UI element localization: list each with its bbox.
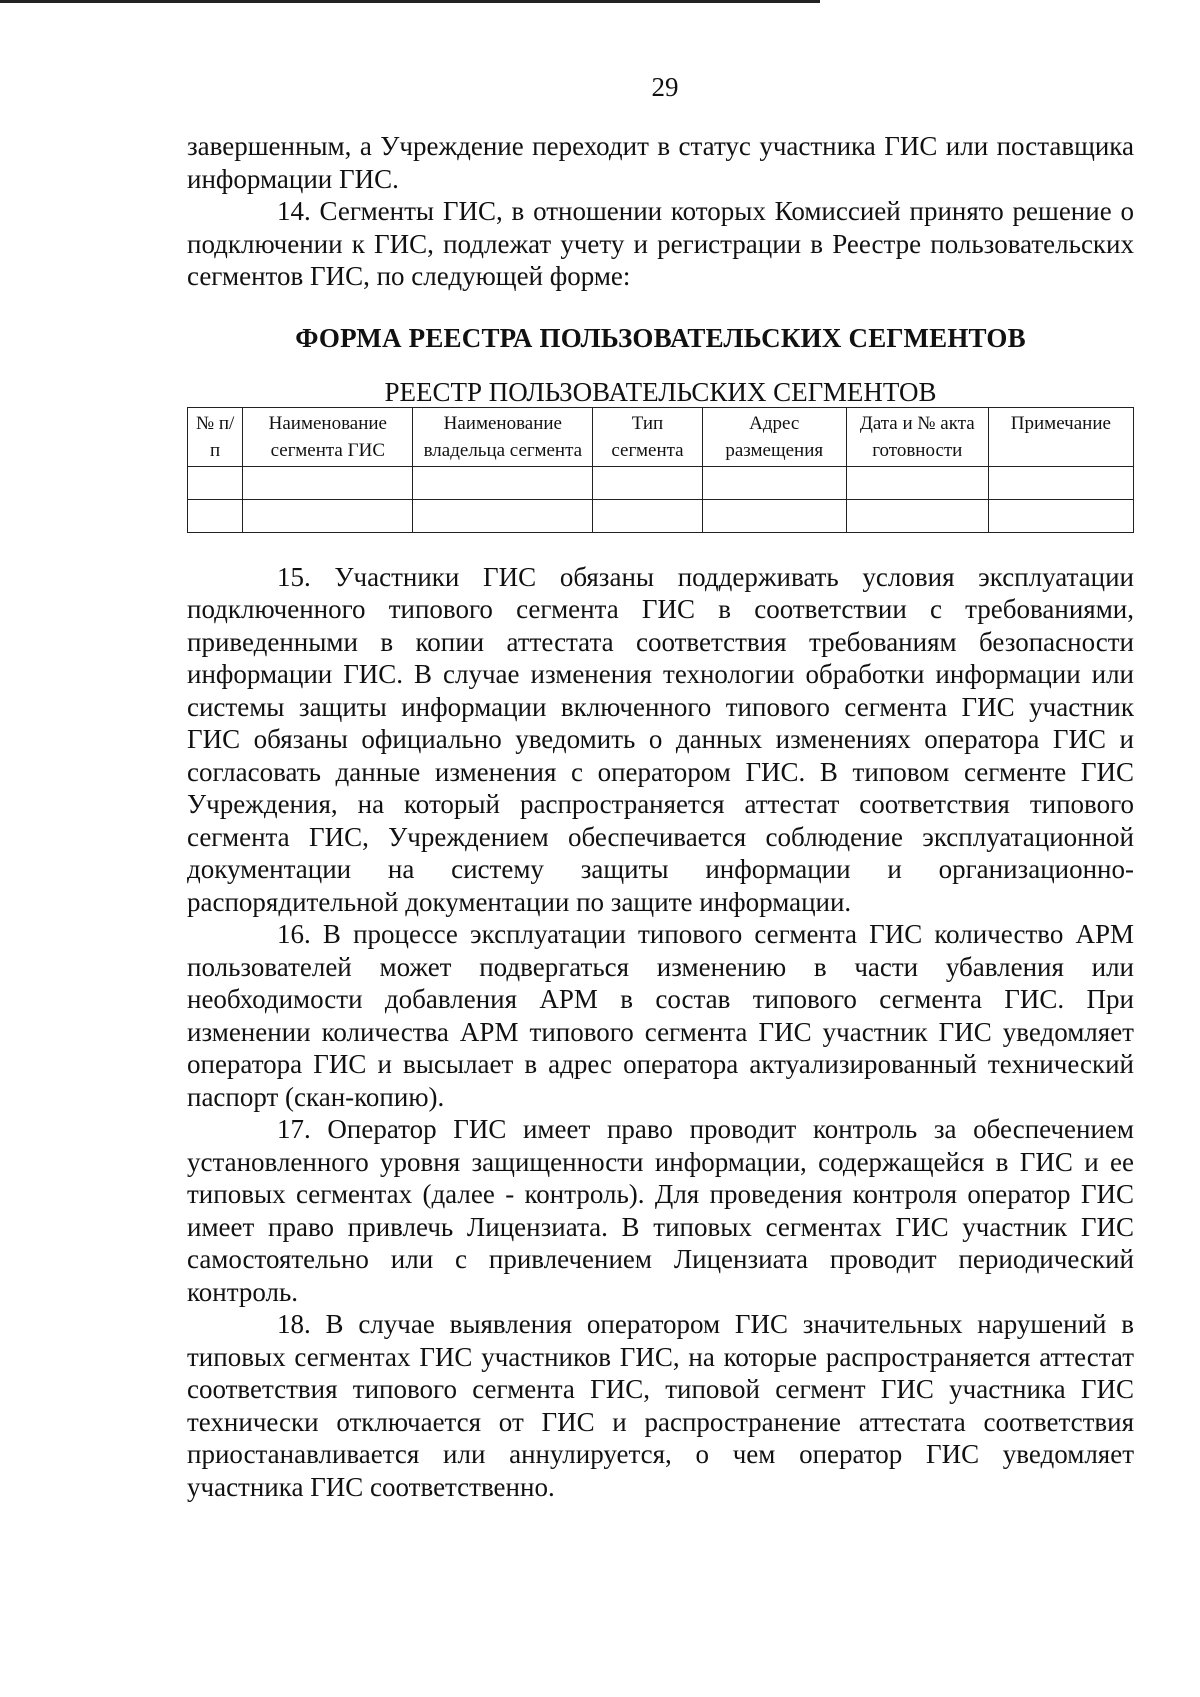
- table-row: [188, 499, 1134, 532]
- table-cell: [243, 466, 413, 499]
- registry-table: [187, 407, 1134, 533]
- paragraph-17: 17. Оператор ГИС имеет право проводит контроль за обеспечением установленного уровня защищенности информации, содержащейся в ГИС и ее типовых сегментах (далее - контроль). Для проведения контроля оператор ГИС имеет право привлечь Лицензиата. В типовых сегментах ГИС участник ГИС самостоятельно или с привлечением Лицензиата проводит периодический контроль.: [187, 1114, 1134, 1307]
- table-header-row: [188, 407, 1134, 466]
- header-note: Примечание: [988, 407, 1133, 466]
- table-cell: [988, 499, 1133, 532]
- table-cell: [846, 466, 988, 499]
- table-cell: [593, 499, 702, 532]
- page-number: 29: [651, 72, 679, 102]
- form-title: ФОРМА РЕЕСТРА ПОЛЬЗОВАТЕЛЬСКИХ СЕГМЕНТОВ: [295, 322, 1026, 353]
- registry-title: РЕЕСТР ПОЛЬЗОВАТЕЛЬСКИХ СЕГМЕНТОВ: [384, 376, 937, 407]
- table-row: [188, 466, 1134, 499]
- table-cell: [702, 466, 846, 499]
- header-segment-name: Наименование сегмента ГИС: [243, 407, 413, 466]
- header-segment-type: Тип сегмента: [593, 407, 702, 466]
- document-body: [187, 130, 1134, 1503]
- paragraph-15: 15. Участники ГИС обязаны поддерживать условия эксплуатации подключенного типового сегмента ГИС в соответствии с требованиями, приведенными в копии аттестата соответствия требованиям безопасности информации ГИС. В случае изменения технологии обработки информации или системы защиты информации включенного типового сегмента ГИС участник ГИС обязаны официально уведомить о данных изменениях оператора ГИС и согласовать данные изменения с оператором ГИС. В типовом сегменте ГИС Учреждения, на который распространяется аттестат соответствия типового сегмента ГИС, Учреждением обеспечивается соблюдение эксплуатационной документации на систему защиты информации и организационно-распорядительной документации по защите информации.: [187, 561, 1134, 917]
- table-cell: [413, 499, 593, 532]
- header-number: № п/п: [188, 407, 243, 466]
- table-cell: [593, 466, 702, 499]
- table-cell: [188, 466, 243, 499]
- table-cell: [243, 499, 413, 532]
- header-owner-name: Наименование владельца сегмента: [413, 407, 593, 466]
- table-cell: [413, 466, 593, 499]
- header-address: Адрес размещения: [702, 407, 846, 466]
- paragraph-16: 16. В процессе эксплуатации типового сегмента ГИС количество АРМ пользователей может подвергаться изменению в части убавления или необходимости добавления АРМ в состав типового сегмента ГИС. При изменении количества АРМ типового сегмента ГИС участник ГИС уведомляет оператора ГИС и высылает в адрес оператора актуализированный технический паспорт (скан-копию).: [187, 919, 1134, 1112]
- paragraph-14: 14. Сегменты ГИС, в отношении которых Комиссией принято решение о подключении к ГИС, подлежат учету и регистрации в Реестре пользовательских сегментов ГИС, по следующей форме:: [187, 196, 1134, 291]
- paragraph-18: 18. В случае выявления оператором ГИС значительных нарушений в типовых сегментах ГИС участников ГИС, на которые распространяется аттестат соответствия типового сегмента ГИС, типовой сегмент ГИС участника ГИС технически отключается от ГИС и распространение аттестата соответствия приостанавливается или аннулируется, о чем оператор ГИС уведомляет участника ГИС соответственно.: [187, 1309, 1134, 1502]
- table-cell: [702, 499, 846, 532]
- table-cell: [188, 499, 243, 532]
- table-cell: [988, 466, 1133, 499]
- paragraph-continuation: завершенным, а Учреждение переходит в статус участника ГИС или поставщика информации ГИС.: [187, 131, 1134, 194]
- top-border-line: [0, 0, 820, 3]
- table-cell: [846, 499, 988, 532]
- header-act-date-number: Дата и № акта готовности: [846, 407, 988, 466]
